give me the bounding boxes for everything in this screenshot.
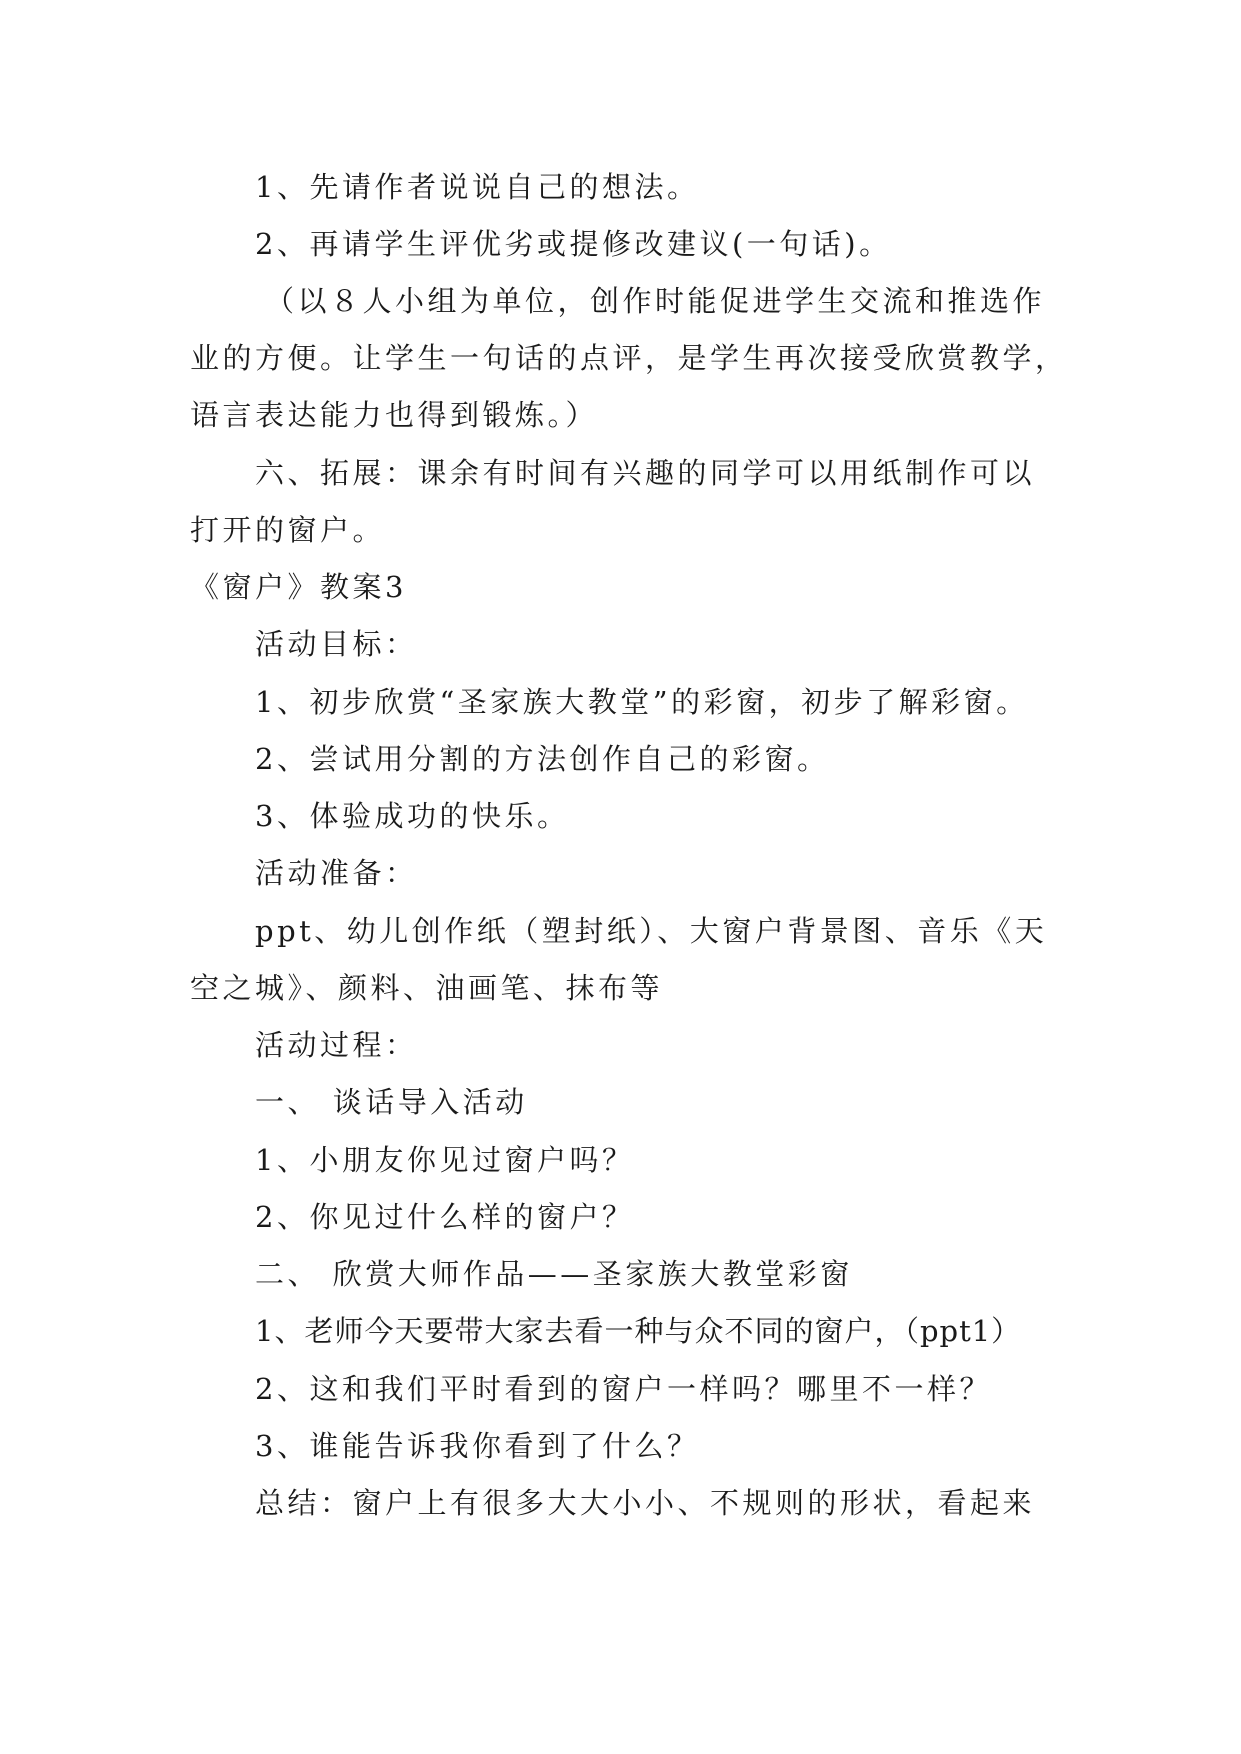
text-line: 活动过程：	[255, 1028, 418, 1062]
text-line: 二、 欣赏大师作品——圣家族大教堂彩窗	[255, 1257, 853, 1291]
text-line: ppt、幼儿创作纸（塑封纸）、大窗户背景图、音乐《天	[255, 914, 1048, 948]
text-line: 1、初步欣赏“圣家族大教堂”的彩窗，初步了解彩窗。	[255, 685, 1029, 719]
section-title: 《窗户》教案3	[190, 570, 407, 604]
text-line: 2、再请学生评优劣或提修改建议(一句话)。	[255, 227, 892, 261]
text-line: 活动目标：	[255, 627, 418, 661]
text-line: 业的方便。让学生一句话的点评，是学生再次接受欣赏教学，	[190, 341, 1068, 375]
text-line: 2、这和我们平时看到的窗户一样吗？哪里不一样？	[255, 1372, 992, 1406]
text-line: 打开的窗户。	[190, 513, 386, 547]
text-line: 3、谁能告诉我你看到了什么？	[255, 1429, 700, 1463]
text-line: 六、拓展：课余有时间有兴趣的同学可以用纸制作可以	[255, 456, 1036, 490]
text-line: 1、小朋友你见过窗户吗？	[255, 1143, 635, 1177]
text-line: 总结：窗户上有很多大大小小、不规则的形状，看起来	[255, 1486, 1036, 1520]
text-line: 语言表达能力也得到锻炼。）	[190, 398, 599, 432]
text-line: 空之城》、颜料、油画笔、抹布等	[190, 971, 664, 1005]
text-line: 1、先请作者说说自己的想法。	[255, 170, 700, 204]
text-line: 一、 谈话导入活动	[255, 1085, 528, 1119]
text-line: 2、尝试用分割的方法创作自己的彩窗。	[255, 742, 830, 776]
text-line: （以８人小组为单位，创作时能促进学生交流和推选作	[265, 284, 1046, 318]
text-line: 活动准备：	[255, 856, 418, 890]
text-line: 3、体验成功的快乐。	[255, 799, 570, 833]
text-line: 2、你见过什么样的窗户？	[255, 1200, 635, 1234]
text-line: 1、老师今天要带大家去看一种与众不同的窗户，（ppt1）	[255, 1314, 1022, 1348]
